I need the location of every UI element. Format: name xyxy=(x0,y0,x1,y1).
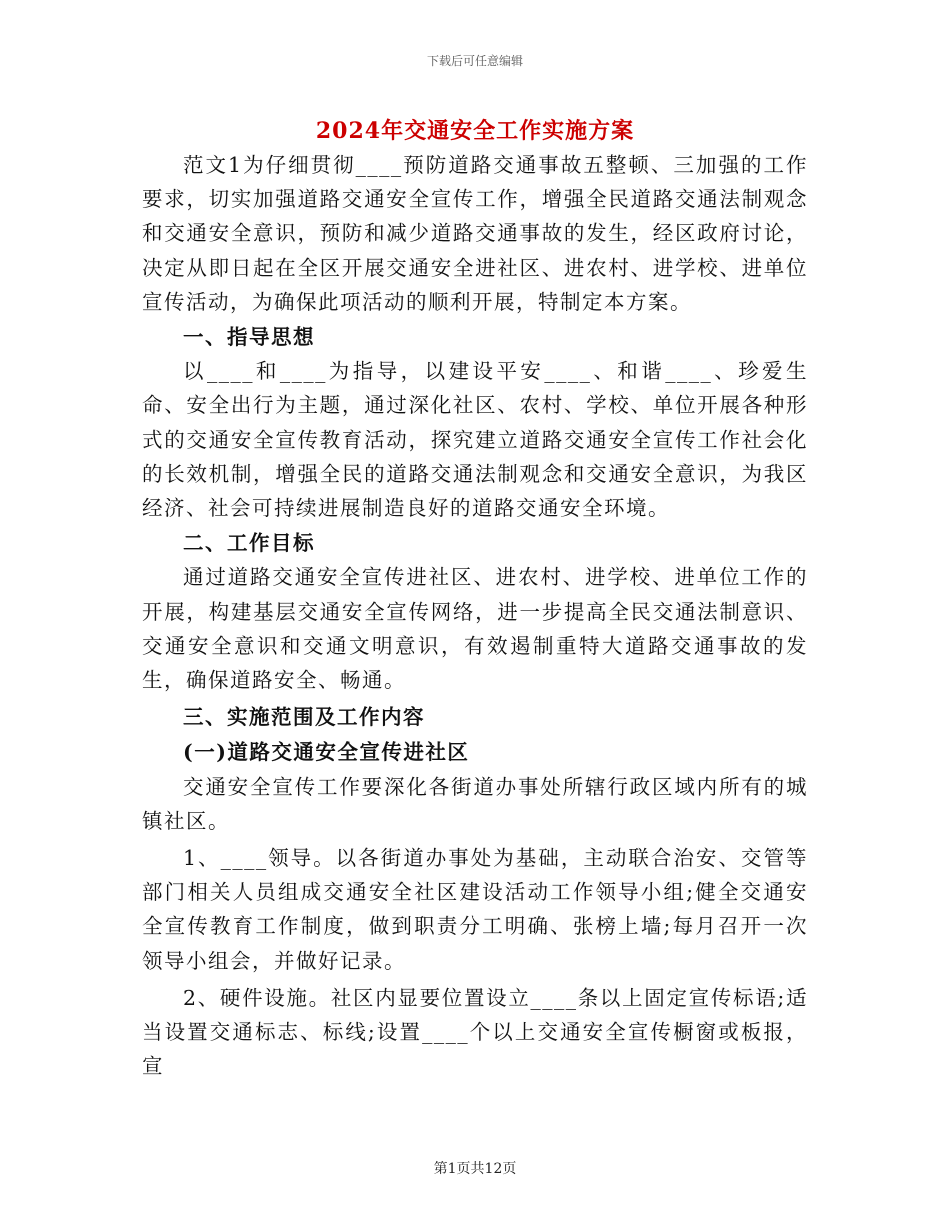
work-goals-paragraph: 通过道路交通安全宣传进社区、进农村、进学校、进单位工作的开展，构建基层交通安全宣传网络，进一步提高全民交通法制意识、交通安全意识和交通文明意识，有效遏制重特大道路交通事故的发生，确保道路安全、畅通。 xyxy=(142,565,808,693)
document-title: 2024年交通安全工作实施方案 xyxy=(315,118,635,144)
section-heading-guiding-thought: 一、指导思想 xyxy=(183,325,315,350)
subsection-heading-community: (一)道路交通安全宣传进社区 xyxy=(183,740,470,765)
item-1-leadership: 1、____领导。以各街道办事处为基础，主动联合治安、交管等部门相关人员组成交通安全社区建设活动工作领导小组;健全交通安全宣传教育工作制度，做到职责分工明确、张榜上墙;每月召开一次领导小组会，并做好记录。 xyxy=(142,846,808,973)
section-heading-scope-content: 三、实施范围及工作内容 xyxy=(183,705,425,730)
section-heading-work-goals: 二、工作目标 xyxy=(183,531,315,556)
page-number: 第1页共12页 xyxy=(433,1161,517,1177)
document-body xyxy=(142,148,808,1083)
community-paragraph: 交通安全宣传工作要深化各街道办事处所辖行政区域内所有的城镇社区。 xyxy=(142,774,808,833)
page-header-note: 下载后可任意编辑 xyxy=(426,54,523,68)
item-2-hardware: 2、硬件设施。社区内显要位置设立____条以上固定宣传标语;适当设置交通标志、标线;设置____个以上交通安全宣传橱窗或板报，宣 xyxy=(142,985,808,1079)
guiding-thought-paragraph: 以____和____为指导，以建设平安____、和谐____、珍爱生命、安全出行为主题，通过深化社区、农村、学校、单位开展各种形式的交通安全宣传教育活动，探究建立道路交通安全宣传工作社会化的长效机制，增强全民的道路交通法制观念和交通安全意识，为我区经济、社会可持续进展制造良好的道路交通安全环境。 xyxy=(142,359,808,521)
intro-paragraph: 范文1为仔细贯彻____预防道路交通事故五整顿、三加强的工作要求，切实加强道路交通安全宣传工作，增强全民道路交通法制观念和交通安全意识，预防和减少道路交通事故的发生，经区政府讨论，决定从即日起在全区开展交通安全进社区、进农村、进学校、进单位宣传活动，为确保此项活动的顺利开展，特制定本方案。 xyxy=(142,153,808,314)
